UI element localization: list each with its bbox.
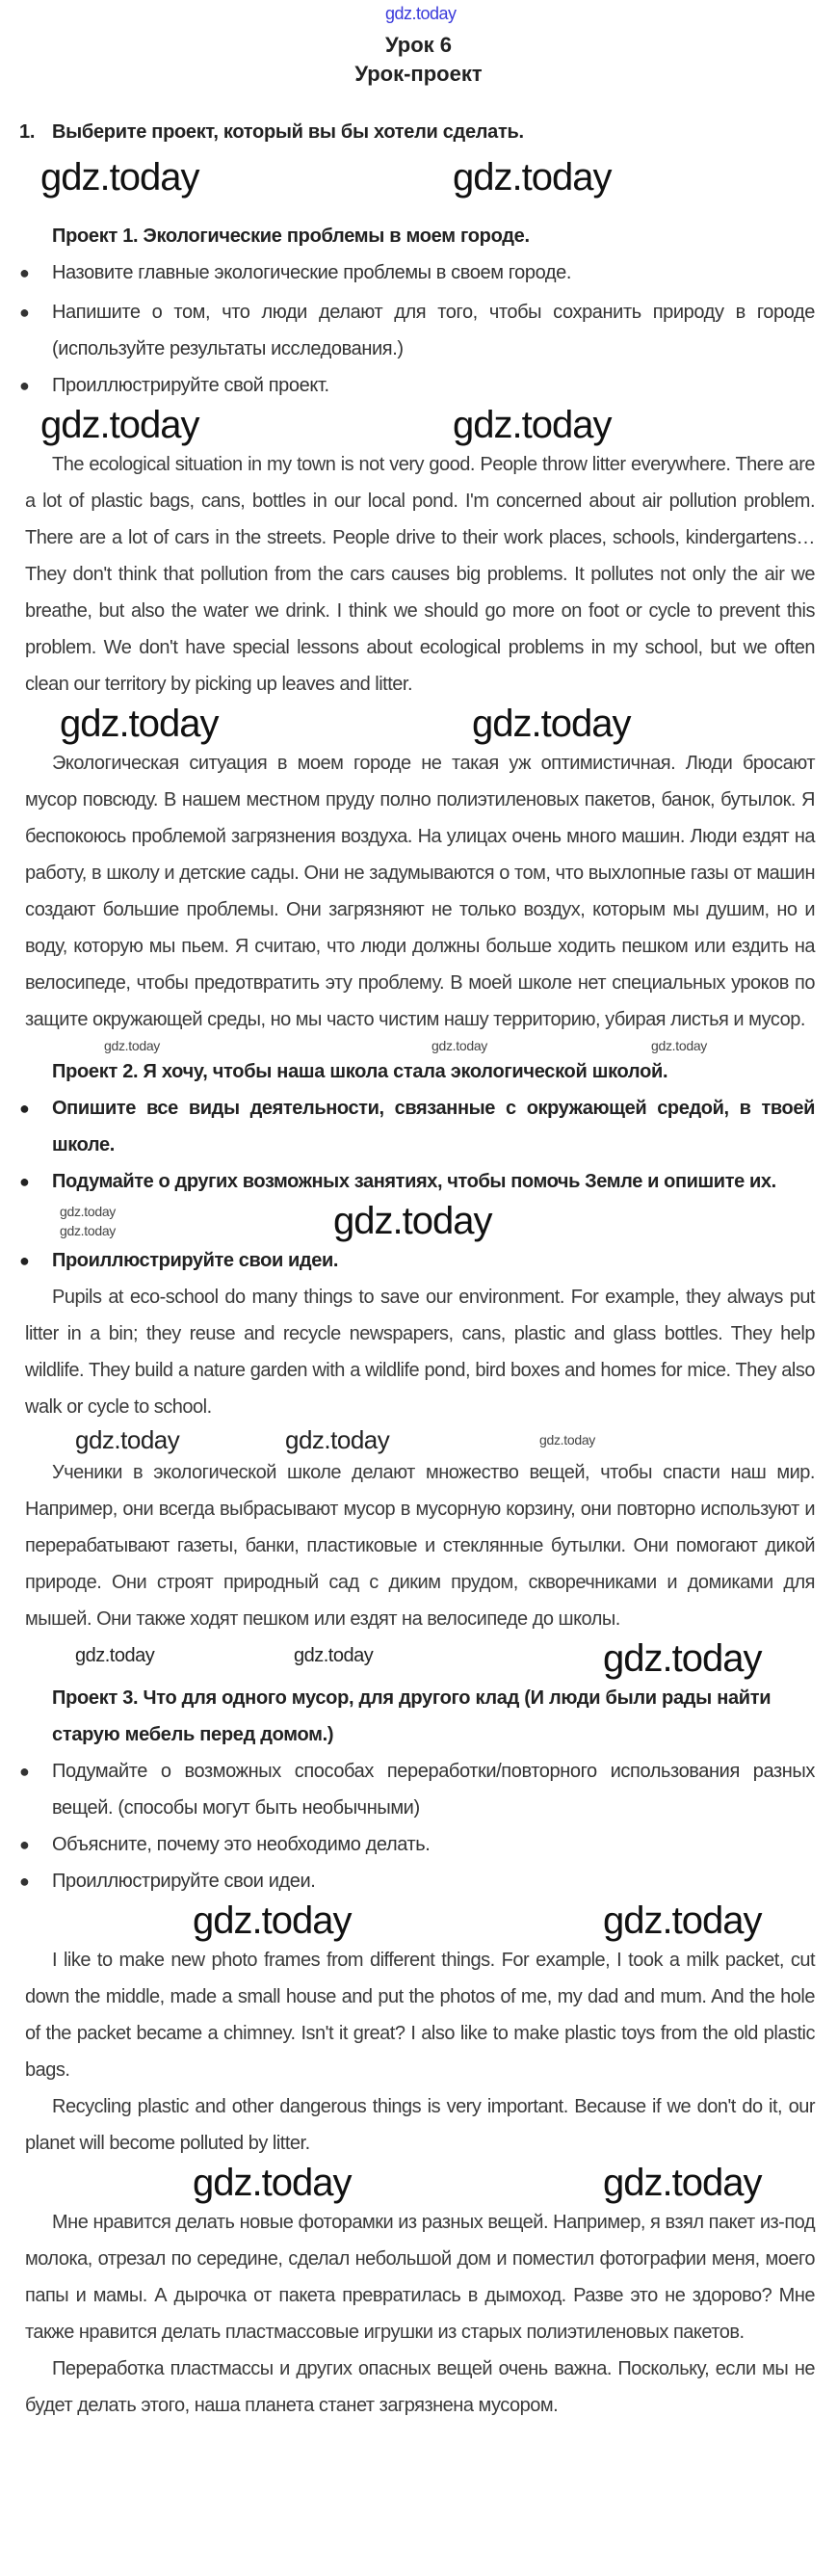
project1-title: Проект 1. Экологические проблемы в моем городе. (52, 226, 530, 247)
watermark-row (0, 703, 837, 745)
list-item-text: Проиллюстрируйте свои идеи. (52, 1871, 316, 1892)
bullet-icon: ● (19, 1099, 30, 1118)
watermark-row (0, 404, 837, 446)
watermark-row (0, 1425, 837, 1454)
watermark: gdz.today (75, 1645, 155, 1666)
list-item-text: Напишите о том, что люди делают для того, чтобы сохранить природу в городе (используйте результаты исследования.) (52, 302, 815, 359)
watermark-row (0, 4, 837, 25)
project3-answer-en-1: I like to make new photo frames from different things. For example, I took a milk packet, cut down the middle, made a small house and put the photos of me, my dad and mum. And the hole of the packet became a chimney. Isn't it great? I also like to make plastic toys from the old plastic bags. (25, 1950, 815, 2081)
watermark: gdz.today (603, 1637, 762, 1680)
list-item (19, 1163, 815, 1200)
watermark: gdz.today (40, 404, 199, 446)
watermark: gdz.today (539, 1432, 596, 1447)
list-item-text: Назовите главные экологические проблемы в своем городе. (52, 262, 572, 283)
list-item-text: Объясните, почему это необходимо делать. (52, 1834, 431, 1855)
watermark-row (0, 1637, 837, 1680)
list-item (19, 1826, 815, 1863)
bullet-icon: ● (19, 1762, 30, 1781)
task-number: 1. (19, 121, 36, 143)
bullet-icon: ● (19, 1172, 30, 1191)
list-item (19, 1753, 815, 1826)
bullet-icon: ● (19, 1872, 30, 1891)
watermark: gdz.today (40, 156, 199, 199)
watermark: gdz.today (60, 1223, 117, 1238)
list-item-text: Подумайте о возможных способах переработки/повторного использования разных вещей. (способы могут быть необычными) (52, 1761, 815, 1819)
lesson-title: Урок 6 (384, 33, 453, 57)
list-item-text: Опишите все виды деятельности, связанные с окружающей средой, в твоей школе. (52, 1098, 815, 1155)
watermark: gdz.today (60, 1204, 117, 1219)
watermark-top: gdz.today (385, 4, 457, 23)
project3-title: Проект 3. Что для одного мусор, для другого клад (И люди были рады найти старую мебель перед домом.) (52, 1687, 772, 1745)
list-item-text: Проиллюстрируйте свой проект. (52, 375, 329, 396)
watermark: gdz.today (453, 156, 612, 199)
project3-answer-ru-1: Мне нравится делать новые фоторамки из разных вещей. Например, я взял пакет из-под молока, отрезал по середине, сделал небольшой дом и поместил фотографии меня, моего папы и мамы. А дырочка от пакета превратилась в дымоход. Разве это не здорово? Мне также нравится делать пластмассовые игрушки из старых полиэтиленовых пакетов. (25, 2212, 815, 2343)
watermark: gdz.today (453, 404, 612, 446)
watermark-row (0, 2162, 837, 2204)
watermark: gdz.today (285, 1425, 390, 1454)
project3-answer-en-2: Recycling plastic and other dangerous things is very important. Because if we don't do it, our planet will become polluted by litter. (25, 2096, 815, 2154)
bullet-icon: ● (19, 263, 30, 282)
watermark: gdz.today (75, 1425, 180, 1454)
project1-answer-en: The ecological situation in my town is not very good. People throw litter everywhere. There are a lot of plastic bags, cans, bottles in our local pond. I'm concerned about air pollution problem. There are a lot of cars in the streets. People drive to their work places, schools, kindergartens…They don't think that pollution from the cars causes big problems. It pollutes not only the air we breathe, but also the water we drink. I think we should go more on foot or cycle to prevent this problem. We don't have special lessons about ecological problems in my school, but we often clean our territory by picking up leaves and litter. (25, 454, 815, 695)
list-item (19, 254, 815, 291)
list-item-text: Проиллюстрируйте свои идеи. (52, 1250, 338, 1271)
watermark: gdz.today (432, 1038, 488, 1053)
bullet-icon: ● (19, 1251, 30, 1270)
watermark-row (0, 1038, 837, 1053)
task-heading (19, 114, 815, 150)
lesson-subtitle: Урок-проект (354, 62, 483, 86)
list-item (19, 367, 815, 404)
project2-answer-en: Pupils at eco-school do many things to save our environment. For example, they always put litter in a bin; they reuse and recycle newspapers, cans, plastic and glass bottles. They help wildlife. They build a nature garden with a wildlife pond, bird boxes and homes for mice. They also walk or cycle to school. (25, 1287, 815, 1418)
watermark: gdz.today (193, 2162, 352, 2204)
watermark: gdz.today (333, 1200, 492, 1242)
project1-answer-ru: Экологическая ситуация в моем городе не такая уж оптимистичная. Люди бросают мусор повсюду. В нашем местном пруду полно полиэтиленовых пакетов, банок, бутылок. Я беспокоюсь проблемой загрязнения воздуха. На улицах очень много машин. Люди ездят на работу, в школу и детские сады. Они не задумываются о том, что выхлопные газы от машин создают большие проблемы. Они загрязняют не только воздух, которым мы душим, но и воду, которую мы пьем. Я считаю, что люди должны больше ходить пешком или ездить на велосипеде, чтобы предотвратить эту проблему. В моей школе нет специальных уроков по защите окружающей среды, но мы часто чистим нашу территорию, убирая листья и мусор. (25, 753, 815, 1030)
watermark-row (0, 1899, 837, 1942)
watermark: gdz.today (472, 703, 631, 745)
project2-title: Проект 2. Я хочу, чтобы наша школа стала экологической школой. (52, 1061, 668, 1082)
list-item (19, 1863, 815, 1899)
watermark: gdz.today (603, 2162, 762, 2204)
bullet-icon: ● (19, 303, 30, 322)
bullet-icon: ● (19, 376, 30, 395)
list-item (19, 1090, 815, 1163)
watermark: gdz.today (60, 703, 219, 745)
watermark: gdz.today (603, 1899, 762, 1942)
project2-answer-ru: Ученики в экологической школе делают множество вещей, чтобы спасти наш мир. Например, они всегда выбрасывают мусор в мусорную корзину, они повторно используют и перерабатывают газеты, банки, пластиковые и стеклянные бутылки. Они помогают дикой природе. Они строят природный сад с диким прудом, скворечниками и домиками для мышей. Они также ходят пешком или ездят на велосипеде до школы. (25, 1462, 815, 1630)
watermark-row (0, 150, 837, 208)
project3-answer-ru-2: Переработка пластмассы и других опасных вещей очень важна. Поскольку, если мы не будет делать этого, наша планета станет загрязнена мусором. (25, 2358, 815, 2416)
list-item (19, 294, 815, 367)
watermark-row (0, 1200, 837, 1242)
watermark: gdz.today (294, 1645, 374, 1666)
task-text: Выберите проект, который вы бы хотели сделать. (52, 121, 524, 143)
watermark: gdz.today (193, 1899, 352, 1942)
bullet-icon: ● (19, 1835, 30, 1854)
watermark: gdz.today (651, 1038, 708, 1053)
list-item-text: Подумайте о других возможных занятиях, чтобы помочь Земле и опишите их. (52, 1171, 776, 1192)
watermark: gdz.today (104, 1038, 161, 1053)
list-item (19, 1242, 815, 1279)
